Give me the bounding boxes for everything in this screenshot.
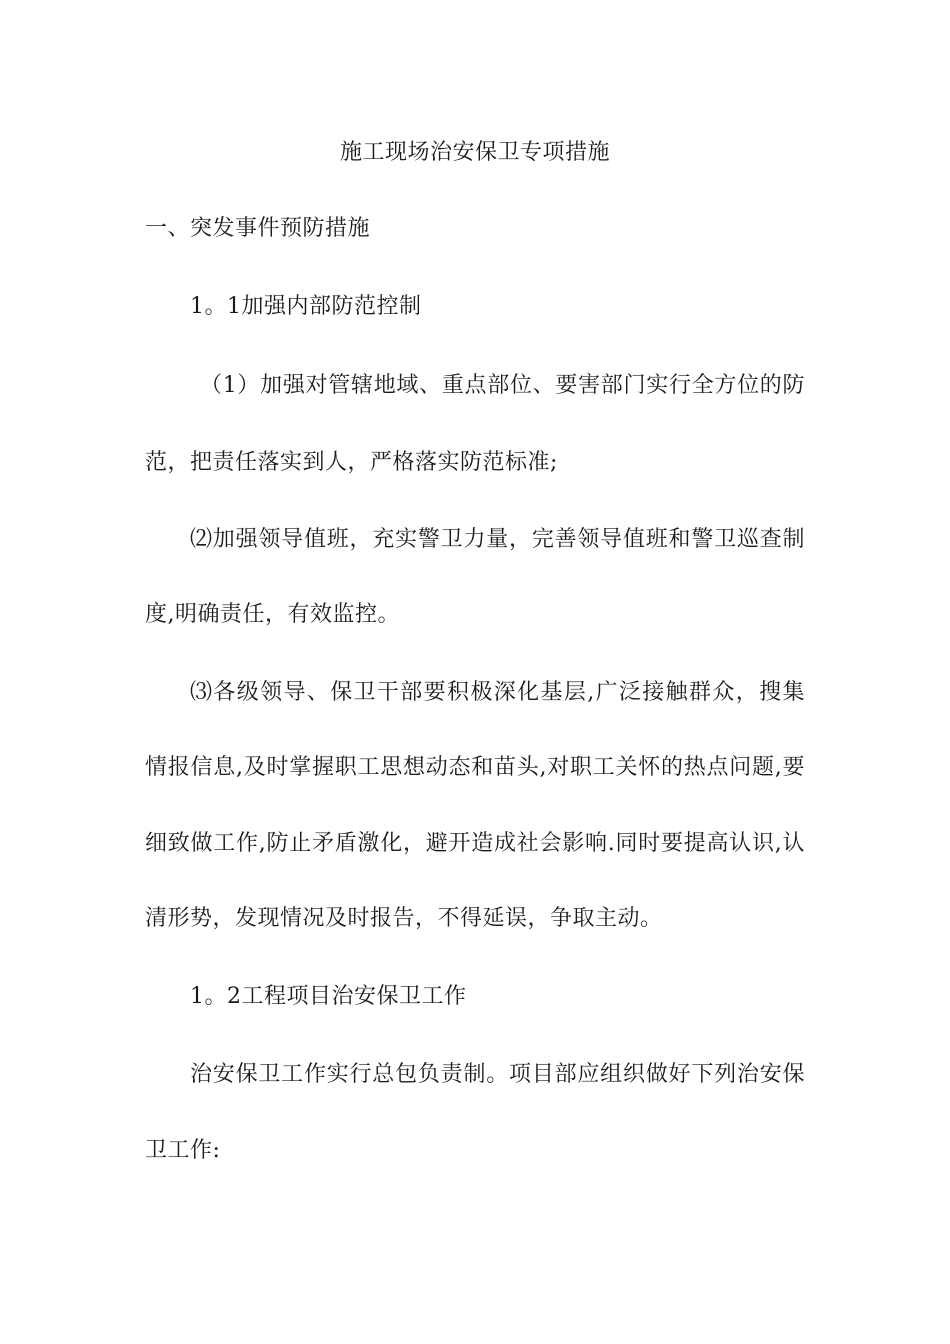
item-2-line-2: 度,明确责任，有效监控。: [145, 602, 400, 627]
paragraph-line-2: 卫工作:: [145, 1138, 221, 1163]
subsection-heading-1-2: 1。2工程项目治安保卫工作: [190, 984, 467, 1009]
item-3-line-1: ⑶各级领导、保卫干部要积极深化基层,广泛接触群众，搜集: [190, 680, 805, 705]
item-1-line-1: （1）加强对管辖地域、重点部位、要害部门实行全方位的防: [200, 373, 805, 398]
item-3-line-3: 细致做工作,防止矛盾激化，避开造成社会影响.同时要提高认识,认: [145, 831, 805, 856]
item-2-line-1: ⑵加强领导值班，充实警卫力量，完善领导值班和警卫巡查制: [190, 527, 805, 552]
subsection-heading-1-1: 1。1加强内部防范控制: [190, 294, 422, 319]
paragraph-line-1: 治安保卫工作实行总包负责制。项目部应组织做好下列治安保: [190, 1062, 805, 1087]
item-3-line-4: 清形势，发现情况及时报告，不得延误，争取主动。: [145, 906, 663, 931]
section-heading-1: 一、突发事件预防措施: [145, 216, 371, 241]
item-3-line-2: 情报信息,及时掌握职工思想动态和苗头,对职工关怀的热点问题,要: [145, 755, 805, 780]
document-title: 施工现场治安保卫专项措施: [339, 140, 610, 165]
item-1-line-2: 范，把责任落实到人，严格落实防范标准;: [145, 450, 558, 475]
